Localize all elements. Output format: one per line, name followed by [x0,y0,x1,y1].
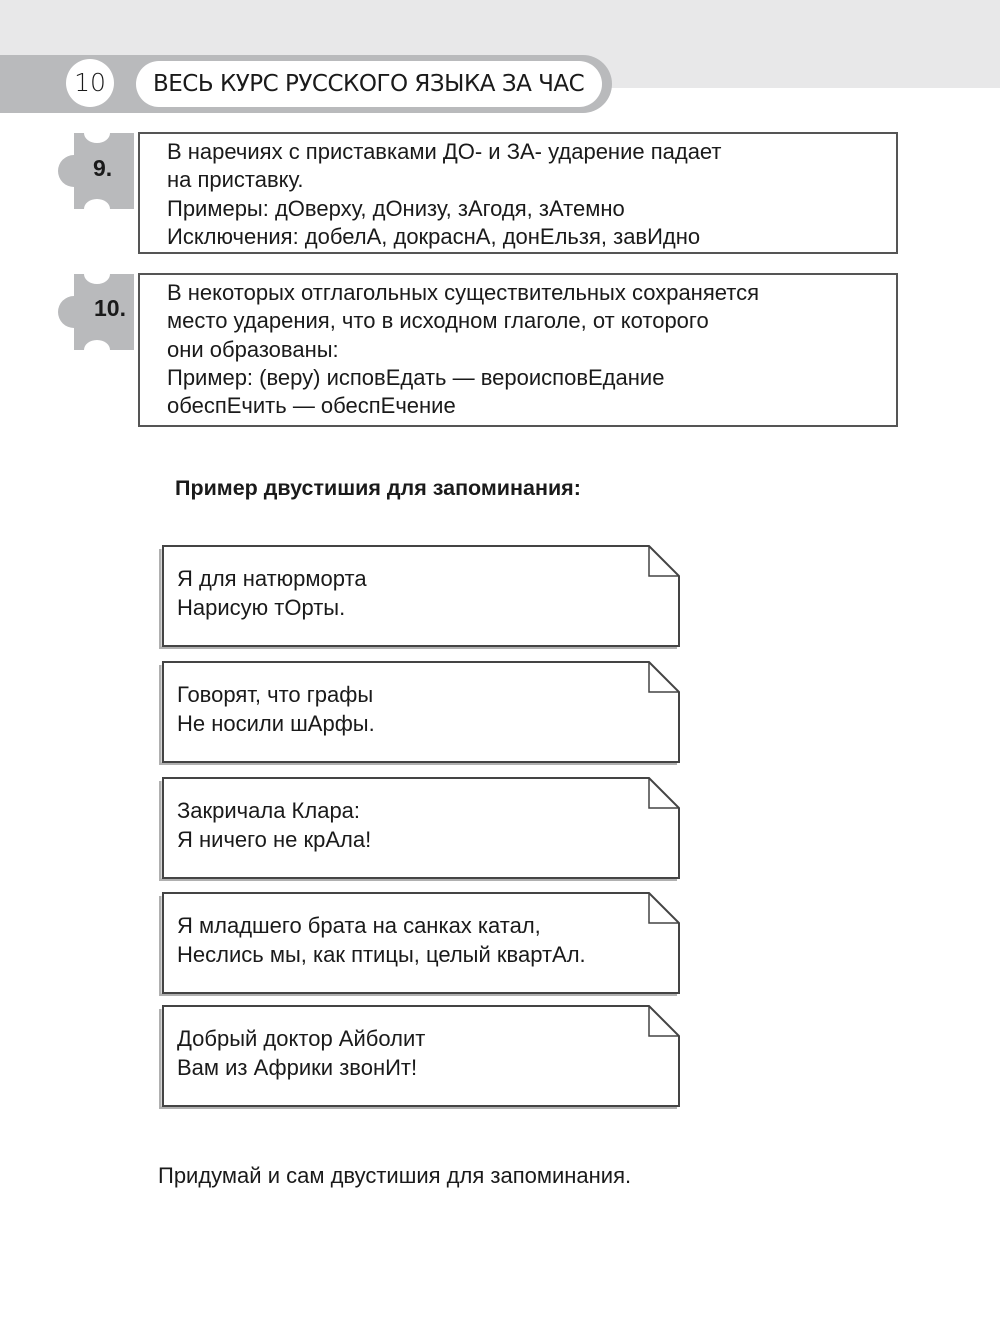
couplet-note [163,777,680,878]
couplet-line: Я для натюрморта [177,566,367,591]
couplet-line: Говорят, что графы [177,682,374,707]
rule-box-10 [138,273,898,427]
rule-line: на приставку. [167,167,304,193]
couplet-line: Вам из Африки звонИт! [177,1054,418,1080]
couplet-line: Я ничего не крАла! [177,826,372,852]
couplet-line: Добрый доктор Айболит [177,1026,426,1051]
page-number: 10 [66,59,114,107]
rule-line: В некоторых отглагольных существительных сохраняется [167,280,759,305]
book-title: ВЕСЬ КУРС РУССКОГО ЯЗЫКА ЗА ЧАС [136,61,602,107]
rule-line: Примеры: дОверху, дОнизу, зАгодя, зАтемно [167,195,625,221]
couplet-note [163,1005,680,1106]
couplet-line: Я младшего брата на санках катал, [177,913,541,938]
rule-line: Пример: (веру) исповЕдать — вероисповЕдание [167,364,665,390]
footer-text: Придумай и сам двустишия для запоминания. [158,1163,632,1188]
rule-box-9 [138,132,898,254]
couplet-line: Нарисую тОрты. [177,594,346,620]
rule-line: В наречиях с приставками ДО- и ЗА- ударение падает [167,139,722,164]
rule-line: обеспЕчить — обеспЕчение [167,393,456,419]
rule-line: место ударения, что в исходном глаголе, от которого [167,308,709,334]
couplet-note [163,661,680,762]
section-heading: Пример двустишия для запоминания: [175,476,581,500]
couplet-note [163,892,680,993]
couplet-line: Неслись мы, как птицы, целый квартАл. [177,941,586,967]
couplet-line: Не носили шАрфы. [177,710,375,736]
couplet-note [163,545,680,646]
couplet-line: Закричала Клара: [177,798,361,823]
rule-number: 9. [93,155,113,181]
rule-line: Исключения: добелА, докраснА, донЕльзя, завИдно [167,223,701,249]
rule-line: они образованы: [167,336,339,362]
rule-number: 10. [94,295,126,321]
